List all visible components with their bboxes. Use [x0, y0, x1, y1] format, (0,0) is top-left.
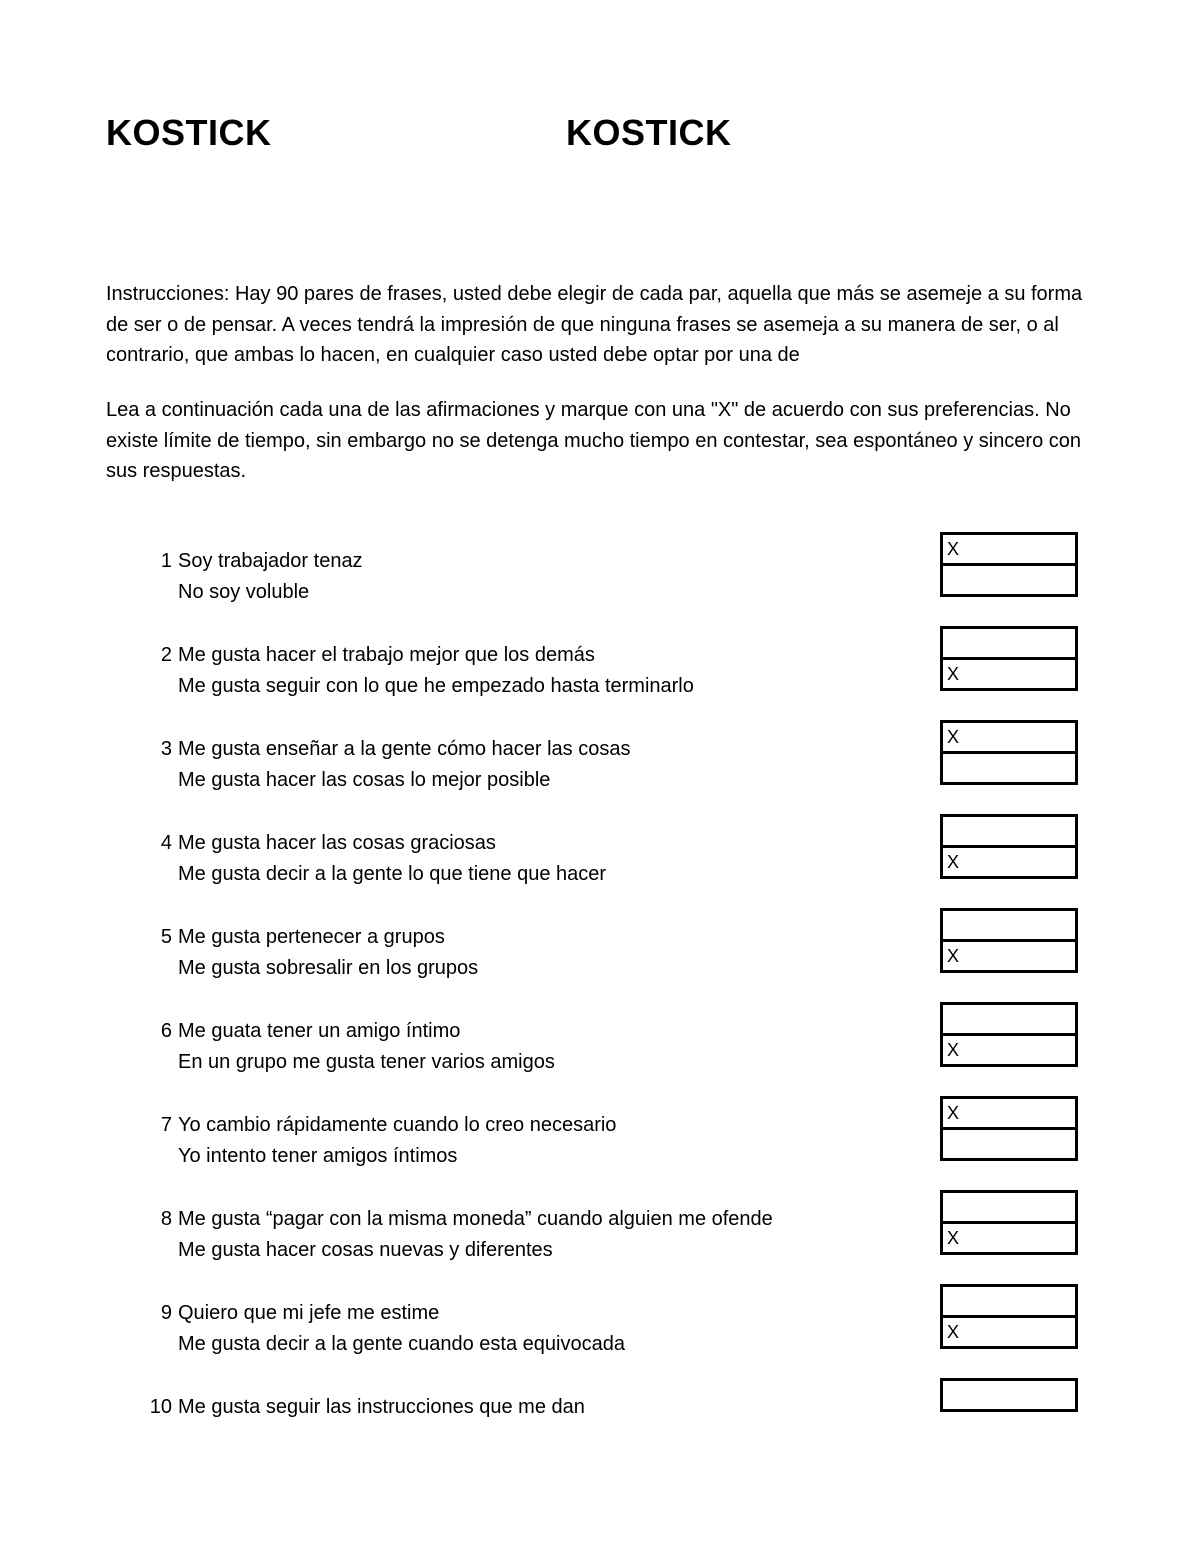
question-item: [0, 539, 1200, 612]
answer-box-b[interactable]: X: [940, 939, 1078, 973]
option-b-text: Me gusta seguir con lo que he empezado hasta terminarlo: [178, 675, 694, 697]
option-a-text: Yo cambio rápidamente cuando lo creo necesario: [178, 1114, 617, 1136]
option-a-text: Me gusta hacer el trabajo mejor que los demás: [178, 644, 595, 666]
option-a-text: Me gusta pertenecer a grupos: [178, 926, 445, 948]
instructions-paragraph: Instrucciones: Hay 90 pares de frases, usted debe elegir de cada par, aquella que más se asemeje a su forma de ser o de pensar. A veces tendrá la impresión de que ninguna frases se asemeja a su manera de ser, o al contrario, que ambas lo hacen, en cualquier caso usted debe optar por una de: [106, 283, 1083, 366]
question-number: 7: [160, 1114, 172, 1136]
answer-box-a[interactable]: [940, 626, 1078, 660]
answer-box-b[interactable]: [940, 1127, 1078, 1161]
option-a-text: Soy trabajador tenaz: [178, 550, 363, 572]
question-item: [0, 1392, 1200, 1458]
question-number: 2: [160, 644, 172, 666]
answer-box-b[interactable]: [940, 563, 1078, 597]
question-number: 3: [160, 738, 172, 760]
answer-box-a[interactable]: [940, 814, 1078, 848]
answer-box-b[interactable]: X: [940, 1315, 1078, 1349]
question-item: [0, 828, 1200, 894]
answer-box-b[interactable]: [940, 751, 1078, 785]
option-b-text: Me gusta decir a la gente cuando esta equivocada: [178, 1333, 625, 1355]
option-b-text: Me gusta hacer las cosas lo mejor posible: [178, 769, 551, 791]
option-a-text: Quiero que mi jefe me estime: [178, 1302, 440, 1324]
question-item: [0, 1204, 1200, 1270]
option-a-text: Me gusta hacer las cosas graciosas: [178, 832, 496, 854]
question-item: [0, 640, 1200, 706]
question-number: 5: [160, 926, 172, 948]
answer-box-b[interactable]: X: [940, 657, 1078, 691]
question-number: 9: [160, 1302, 172, 1324]
answer-box-a[interactable]: [940, 1284, 1078, 1318]
page-title-right: KOSTICK: [566, 112, 732, 153]
option-a-text: Me gusta seguir las instrucciones que me dan: [178, 1396, 585, 1418]
option-a-text: Me gusta enseñar a la gente cómo hacer las cosas: [178, 738, 631, 760]
question-number: 1: [160, 550, 172, 572]
answer-box-a[interactable]: X: [940, 532, 1078, 566]
instructions-paragraph-2: Lea a continuación cada una de las afirmaciones y marque con una "X" de acuerdo con sus preferencias. No existe límite de tiempo, sin embargo no se detenga mucho tiempo en contestar, sea espontáneo y sincero con sus respuestas.: [106, 399, 1082, 482]
answer-box-a[interactable]: X: [940, 1096, 1078, 1130]
question-item: [0, 727, 1200, 800]
question-number: 10: [149, 1396, 172, 1418]
question-item: [0, 1016, 1200, 1082]
answer-box-a[interactable]: X: [940, 720, 1078, 754]
answer-box-a[interactable]: [940, 1002, 1078, 1036]
question-item: [0, 1103, 1200, 1176]
option-b-text: Me gusta decir a la gente lo que tiene que hacer: [178, 863, 607, 885]
question-number: 6: [160, 1020, 172, 1042]
option-b-text: Yo intento tener amigos íntimos: [178, 1145, 458, 1167]
option-b-text: En un grupo me gusta tener varios amigos: [178, 1051, 555, 1073]
answer-box-a[interactable]: [940, 1190, 1078, 1224]
answer-box-b[interactable]: X: [940, 1221, 1078, 1255]
question-number: 4: [160, 832, 172, 854]
answer-box-b[interactable]: X: [940, 1033, 1078, 1067]
option-b-text: Me gusta sobresalir en los grupos: [178, 957, 479, 979]
question-item: [0, 1298, 1200, 1364]
answer-box-b[interactable]: X: [940, 845, 1078, 879]
option-b-text: Me gusta hacer cosas nuevas y diferentes: [178, 1239, 553, 1261]
question-item: [0, 922, 1200, 988]
page-title-left: KOSTICK: [106, 112, 272, 153]
option-a-text: Me guata tener un amigo íntimo: [178, 1020, 461, 1042]
option-a-text: Me gusta “pagar con la misma moneda” cuando alguien me ofende: [178, 1208, 773, 1230]
answer-box-a[interactable]: [940, 908, 1078, 942]
question-number: 8: [160, 1208, 172, 1230]
answer-box-a[interactable]: [940, 1378, 1078, 1412]
option-b-text: No soy voluble: [178, 581, 310, 603]
